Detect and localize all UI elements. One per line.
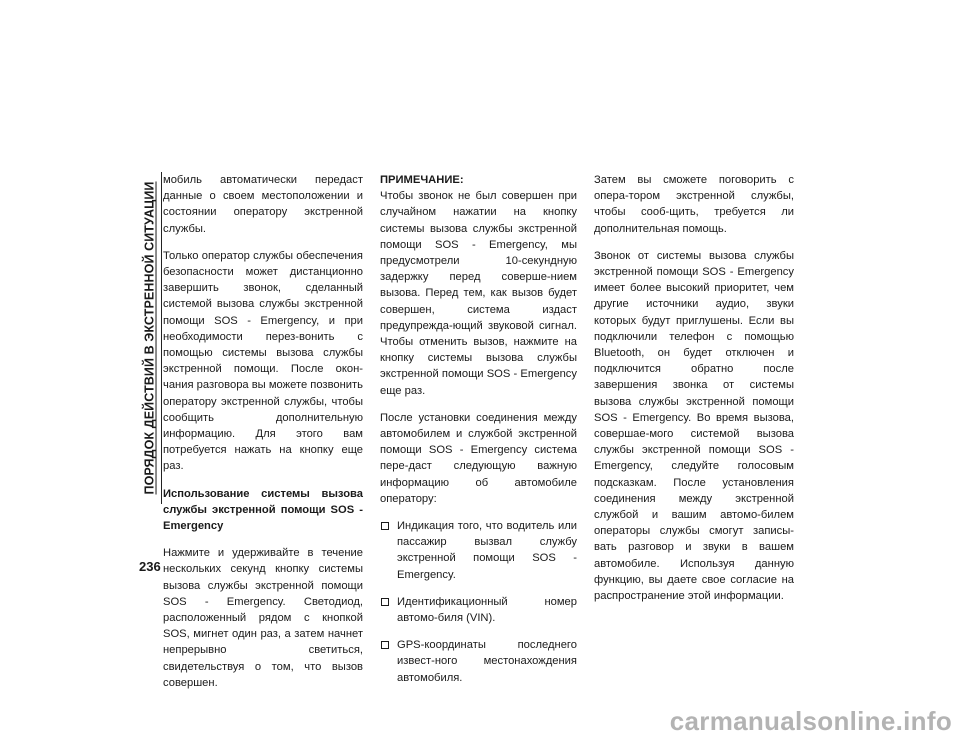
column-3: [594, 172, 794, 615]
column-2: [380, 172, 577, 697]
list-item: [380, 594, 577, 626]
checkbox-bullet-icon: [381, 522, 389, 530]
checkbox-bullet-icon: [381, 641, 389, 649]
paragraph: Только оператор службы обеспечения безопасности может дистанционно завершить звонок, сделанный системой вызова службы экстренной помощи SOS - Emergency, и при необходимости перез-вонить с помощью системы вызова службы экстренной помощи. После окон-чания разговора вы можете позвонить оператору экстренной службы, чтобы сообщить дополнительную информацию. Для этого вам потребуется нажать на кнопку еще раз.: [163, 249, 363, 473]
paragraph: Затем вы сможете поговорить с опера-тором экстренной службы, чтобы сооб-щить, требуется ли дополнительная помощь.: [594, 174, 794, 235]
paragraph: После установки соединения между автомобилем и службой экстренной помощи SOS - Emergency система пере-даст следующую важную информацию об автомобиле оператору:: [380, 411, 577, 505]
watermark: carmanualsonline.info: [669, 706, 952, 736]
section-side-title-text: ПОРЯДОК ДЕЙСТВИЙ В ЭКСТРЕННОЙ СИТУАЦИИ: [143, 181, 157, 495]
paragraph: мобиль автоматически передаст данные о своем местоположении и состоянии оператору экстренной службы.: [163, 174, 363, 235]
section-side-title: [139, 172, 162, 504]
column-1: [163, 172, 363, 702]
list-item: [380, 518, 577, 583]
list-item: [380, 637, 577, 686]
paragraph: Звонок от системы вызова службы экстренной помощи SOS - Emergency имеет более высокий приоритет, чем другие источники аудио, звуки которых будут приглушены. Если вы подключили телефон с помощью Bluetooth, он будет отключен и подключится обратно после завершения звонка от системы вызова службы экстренной помощи SOS - Emergency. Во время вызова, совершае-мого системой вызова службы экстренной помощи SOS - Emergency, следуйте голосовым подсказкам. После установления соединения между экстренной службой и вашим автомо-билем операторы службы смогут записы-вать разговор и звуки в вашем автомобиле. Используя данную функцию, вы даете свое согласие на распространение этой информации.: [594, 249, 794, 603]
note-title: ПРИМЕЧАНИЕ:: [380, 174, 464, 186]
section-heading: Использование системы вызова службы экстренной помощи SOS - Emergency: [163, 487, 363, 533]
checkbox-bullet-icon: [381, 598, 389, 606]
page-number: 236: [139, 559, 161, 574]
note-text: Чтобы звонок не был совершен при случайном нажатии на кнопку системы вызова службы экстренной помощи SOS - Emergency, мы предусмотрели 10-секундную задержку перед соверше-нием вызова. Перед тем, как вызов будет совершен, система издаст предупрежда-ющий звуковой сигнал. Чтобы отменить вызов, нажмите на кнопку системы вызова службы экстренной помощи SOS - Emergency еще раз.: [380, 190, 577, 397]
list-item-text: GPS-координаты последнего извест-ного местонахождения автомобиля.: [397, 639, 577, 684]
list-item-text: Идентификационный номер автомо-биля (VIN).: [397, 595, 577, 625]
info-list: [380, 518, 577, 686]
list-item-text: Индикация того, что водитель или пассажир вызвал службу экстренной помощи SOS - Emergency.: [397, 520, 577, 581]
paragraph: Нажмите и удерживайте в течение нескольких секунд кнопку системы вызова службы экстренной помощи SOS - Emergency. Светодиод, расположенный рядом с кнопкой SOS, мигнет один раз, а затем начнет непрерывно светиться, свидетельствуя о том, что вызов совершен.: [163, 547, 363, 689]
